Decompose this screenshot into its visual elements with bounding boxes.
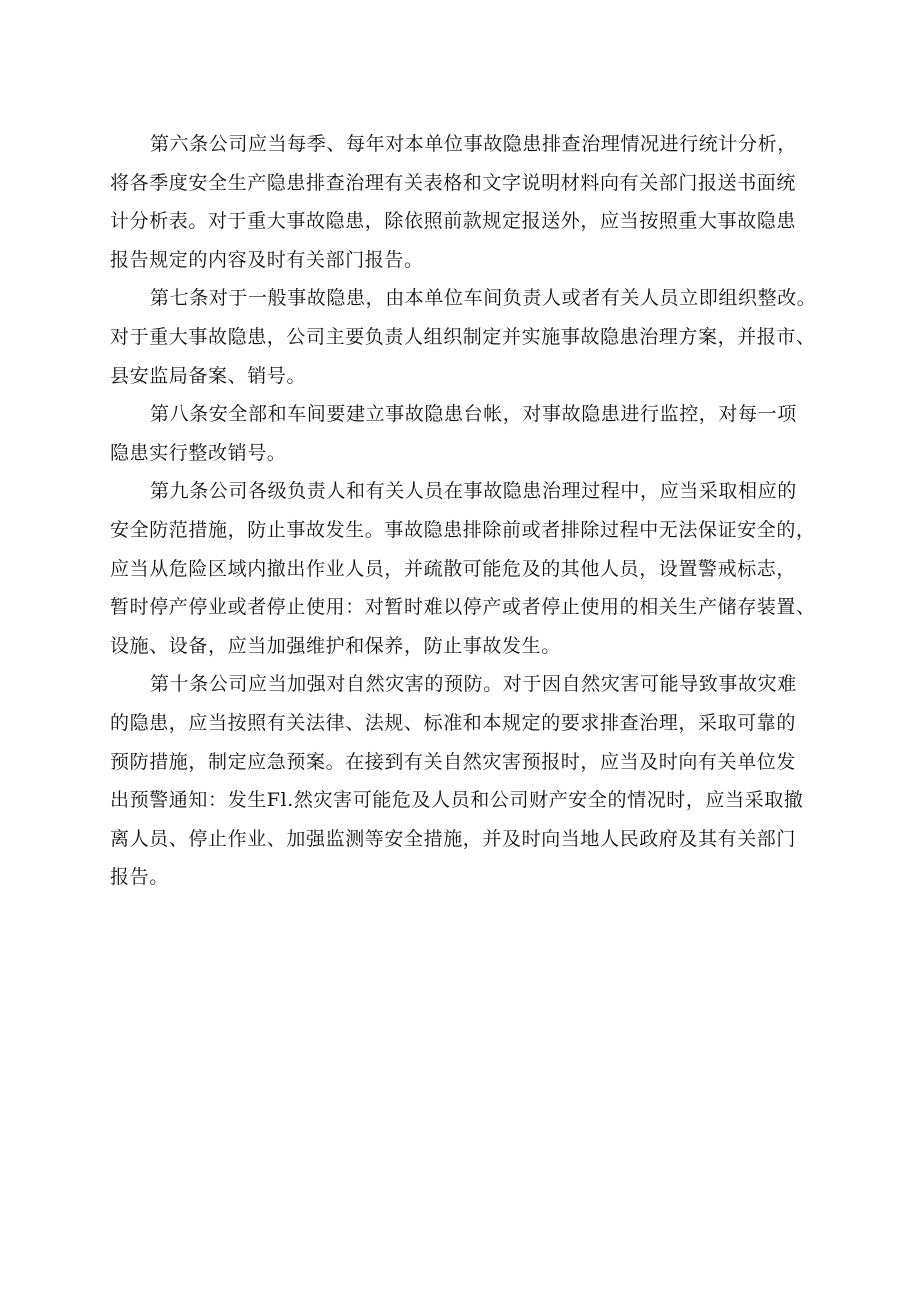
paragraph-article-6 <box>110 125 830 279</box>
text-line: 暂时停产停业或者停止使用：对暂时难以停产或者停止使用的相关生产储存装置、 <box>110 596 816 619</box>
text-line: 安全防范措施，防止事故发生。事故隐患排除前或者排除过程中无法保证安全的， <box>110 518 816 541</box>
text-line: 第七条对于一般事故隐患，由本单位车间负责人或者有关人员立即组织整改。 <box>150 287 817 310</box>
text-line: 出预警通知：发生Fl.然灾害可能危及人员和公司财产安全的情况时，应当采取撤 <box>110 789 804 812</box>
text-line: 第六条公司应当每季、每年对本单位事故隐患排查治理情况进行统计分析， <box>150 133 797 155</box>
text-line: 报告。 <box>110 866 169 889</box>
text-line: 设施、设备，应当加强维护和保养，防止事故发生。 <box>110 634 561 657</box>
text-line: 应当从危险区域内撤出作业人员，并疏散可能危及的其他人员，设置警戒标志， <box>110 557 797 580</box>
paragraph-article-8 <box>110 395 830 472</box>
text-line: 县安监局备案、销号。 <box>110 364 307 387</box>
text-line: 第九条公司各级负责人和有关人员在事故隐患治理过程中，应当采取相应的 <box>150 480 797 503</box>
text-line: 计分析表。对于重大事故隐患，除依照前款规定报送外，应当按照重大事故隐患 <box>110 210 797 233</box>
text-line: 将各季度安全生产隐患排查治理有关表格和文字说明材料向有关部门报送书面统 <box>110 171 797 194</box>
paragraph-article-7 <box>110 279 830 395</box>
text-line: 预防措施，制定应急预案。在接到有关自然灾害预报时，应当及时向有关单位发 <box>110 750 797 773</box>
text-line: 隐患实行整改销号。 <box>110 441 287 464</box>
document-body <box>110 125 830 897</box>
text-line: 第八条安全部和车间要建立事故隐患台帐，对事故隐患进行监控，对每一项 <box>150 403 797 426</box>
text-line: 报告规定的内容及时有关部门报告。 <box>110 248 424 271</box>
text-line: 对于重大事故隐患，公司主要负责人组织制定并实施事故隐患治理方案，并报市、 <box>110 325 816 348</box>
text-line: 的隐患，应当按照有关法律、法规、标准和本规定的要求排查治理，采取可靠的 <box>110 711 797 734</box>
text-line: 离人员、停止作业、加强监测等安全措施，并及时向当地人民政府及其有关部门 <box>110 827 797 850</box>
text-line: 第十条公司应当加强对自然灾害的预防。对于因自然灾害可能导致事故灾难 <box>150 673 797 696</box>
paragraph-article-10 <box>110 665 830 897</box>
paragraph-article-9 <box>110 472 830 665</box>
